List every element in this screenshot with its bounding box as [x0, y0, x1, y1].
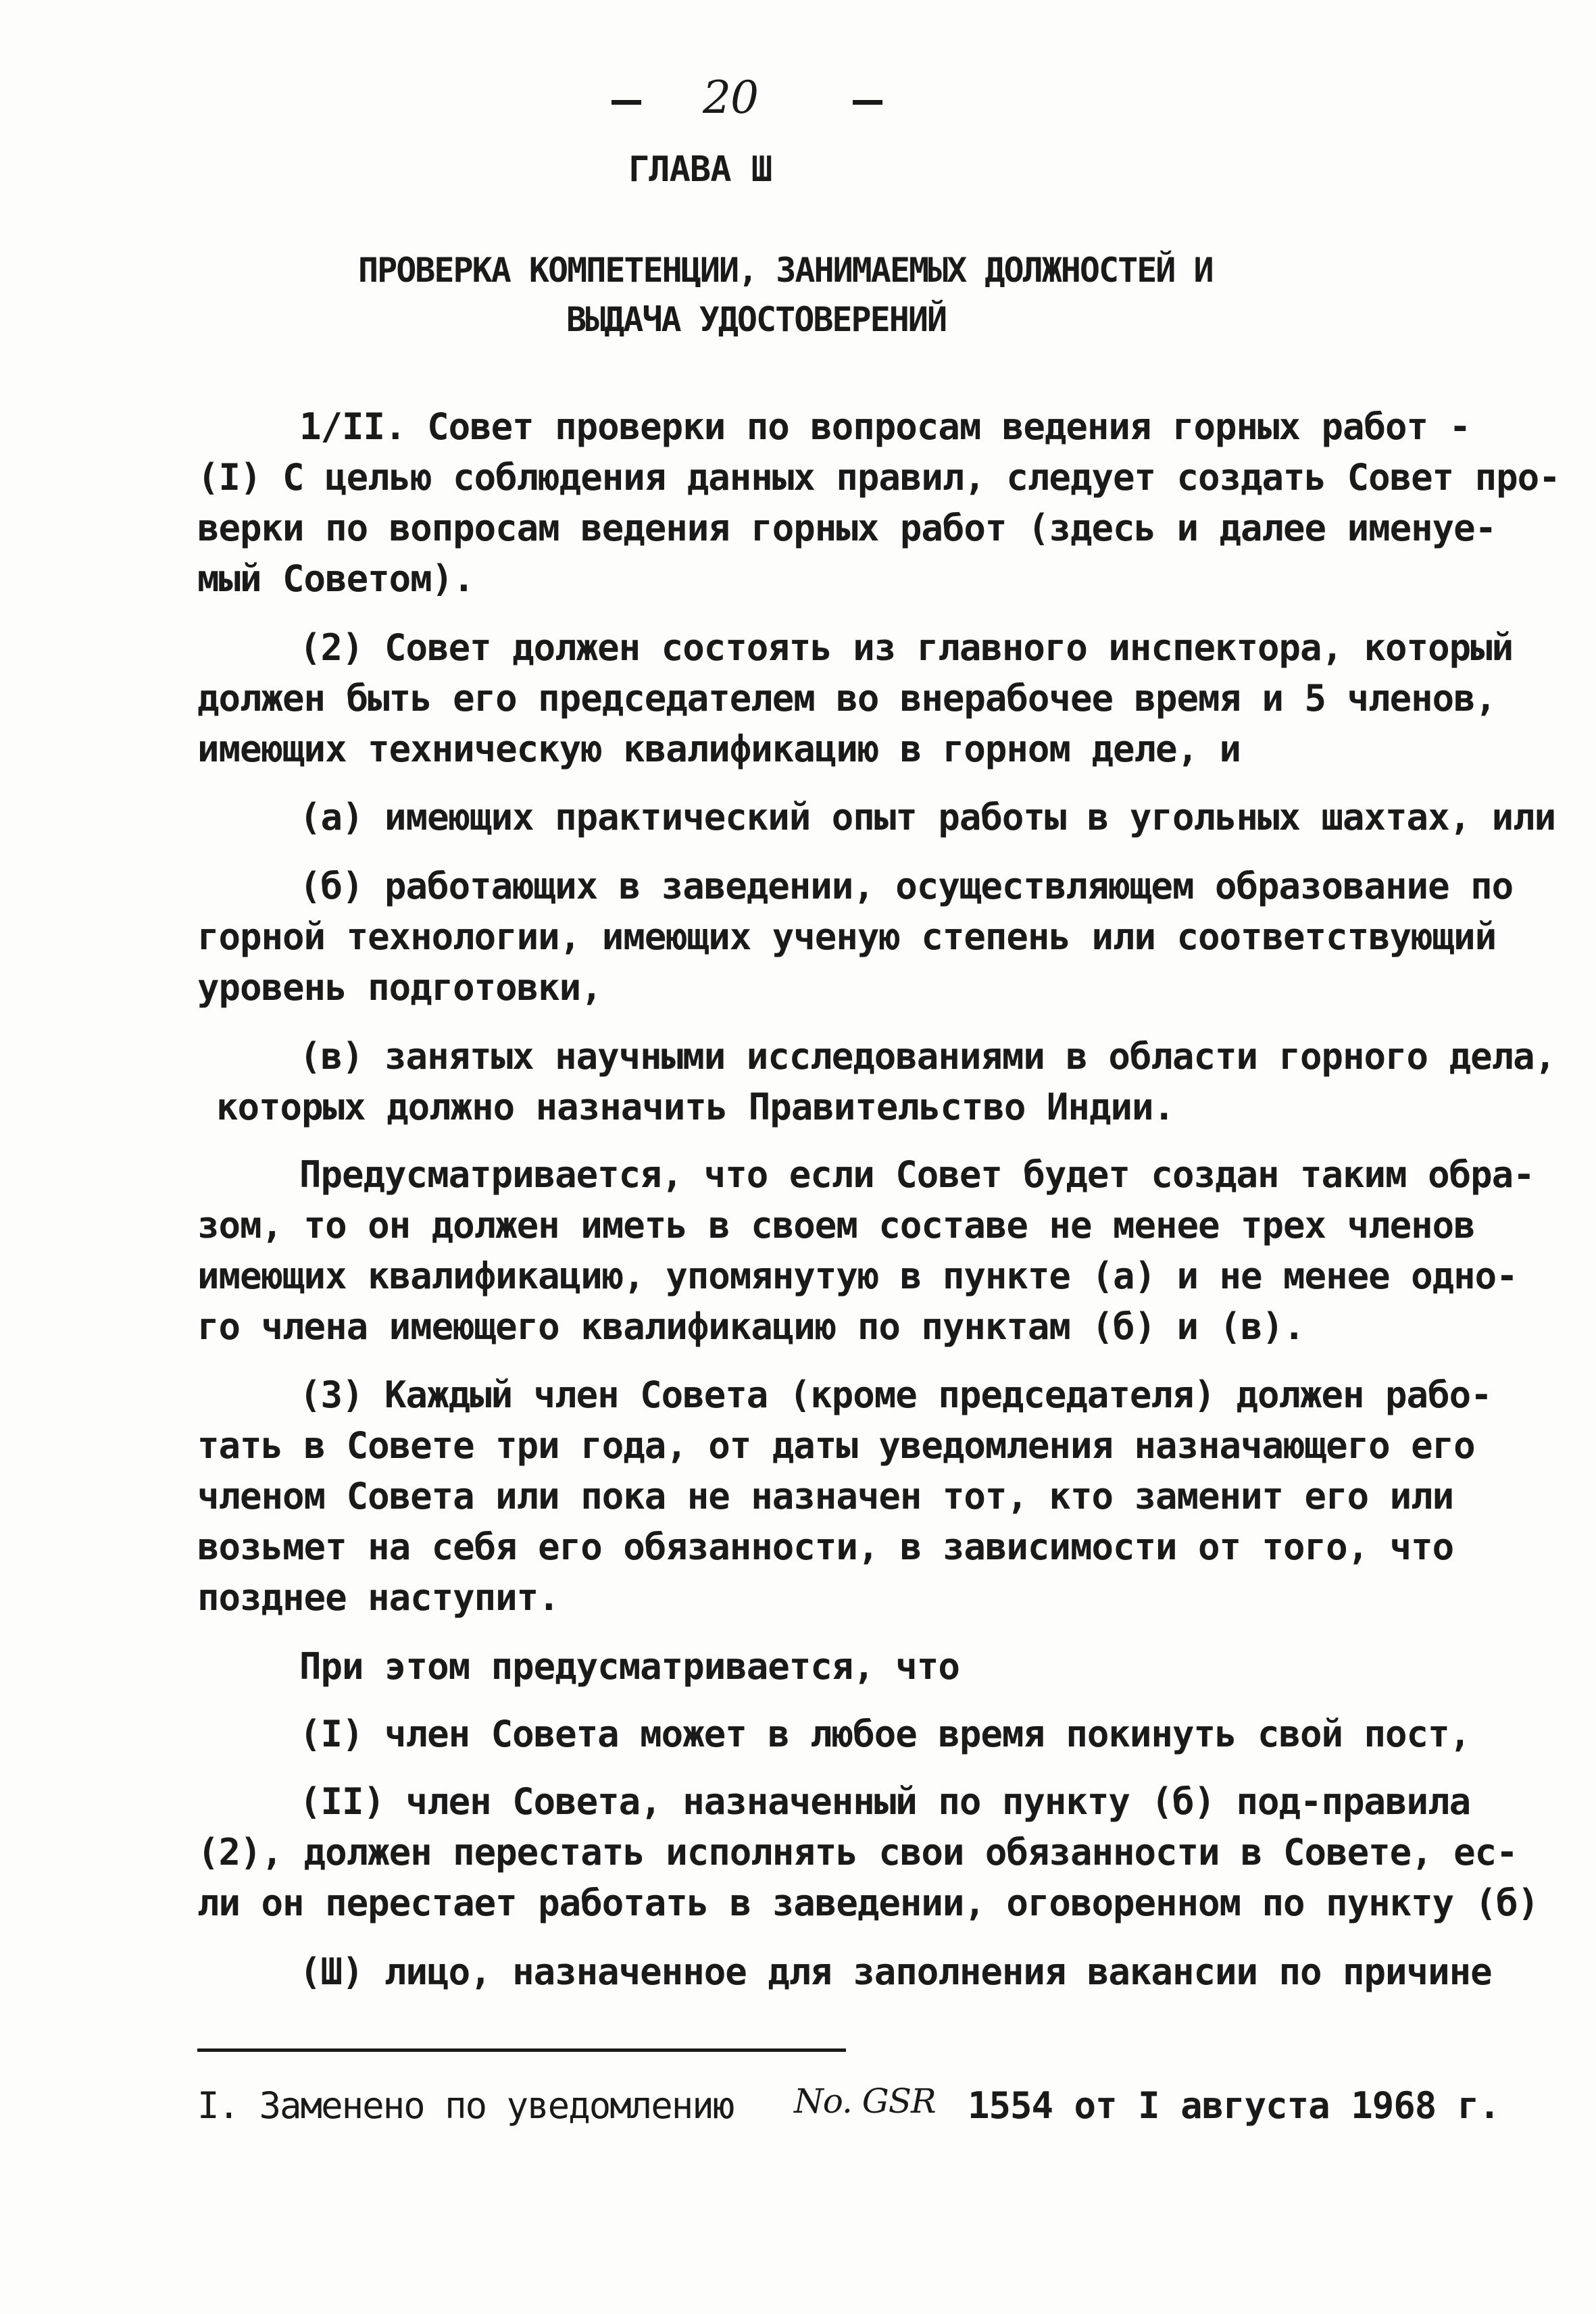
footnote-suffix: 1554 от I августа 1968 г.: [968, 2084, 1500, 2127]
footnote-prefix: I. Заменено по уведомлению: [197, 2084, 734, 2127]
body-line-21: возьмет на себя его обязанности, в зависимости от того, что: [197, 1526, 1454, 1568]
body-line-15: зом, то он должен иметь в своем составе не менее трех членов: [197, 1204, 1475, 1247]
body-line-7: имеющих техническую квалификацию в горном деле, и: [197, 728, 1241, 770]
body-line-11: уровень подготовки,: [197, 966, 602, 1009]
body-line-12: (в) занятых научными исследованиями в области горного дела,: [299, 1035, 1556, 1078]
body-line-20: членом Совета или пока не назначен тот, кто заменит его или: [197, 1475, 1454, 1517]
body-line-5: (2) Совет должен состоять из главного инспектора, который: [299, 626, 1514, 669]
body-line-6: должен быть его председателем во внерабочее время и 5 членов,: [197, 677, 1497, 720]
body-line-9: (б) работающих в заведении, осуществляющем образование по: [299, 865, 1514, 907]
body-line-13: которых должно назначить Правительство Индии.: [216, 1086, 1174, 1128]
chapter-label: ГЛАВА Ш: [628, 149, 772, 190]
body-line-24: (I) член Совета может в любое время покинуть свой пост,: [299, 1713, 1471, 1755]
page-number-dash-right: [853, 100, 882, 105]
body-line-1: 1/II. Совет проверки по вопросам ведения горных работ -: [299, 405, 1471, 448]
body-line-2: (I) С целью соблюдения данных правил, следует создать Совет про-: [197, 456, 1560, 499]
body-line-23: При этом предусматривается, что: [299, 1645, 959, 1688]
section-title-line-1: ПРОВЕРКА КОМПЕТЕНЦИИ, ЗАНИМАЕМЫХ ДОЛЖНОСТЕЙ И: [358, 251, 1213, 290]
body-line-8: (а) имеющих практический опыт работы в угольных шахтах, или: [299, 796, 1556, 838]
body-line-22: позднее наступит.: [197, 1576, 559, 1619]
body-line-16: имеющих квалификацию, упомянутую в пункте (а) и не менее одно-: [197, 1255, 1518, 1297]
body-line-4: мый Советом).: [197, 557, 474, 600]
body-line-26: (2), должен перестать исполнять свои обязанности в Совете, ес-: [197, 1831, 1518, 1873]
body-line-25: (II) член Совета, назначенный по пункту (б) под-правила: [299, 1780, 1471, 1823]
body-line-28: (Ш) лицо, назначенное для заполнения вакансии по причине: [299, 1951, 1492, 1993]
section-title-line-2: ВЫДАЧА УДОСТОВЕРЕНИЙ: [566, 300, 947, 339]
body-line-14: Предусматривается, что если Совет будет создан таким обра-: [299, 1153, 1535, 1196]
footnote-separator: [197, 2048, 846, 2052]
body-line-17: го члена имеющего квалификацию по пунктам (б) и (в).: [197, 1305, 1305, 1348]
body-line-3: верки по вопросам ведения горных работ (здесь и далее именуе-: [197, 507, 1497, 549]
body-line-10: горной технологии, имеющих ученую степень или соответствующий: [197, 915, 1497, 958]
body-line-27: ли он перестает работать в заведении, оговоренном по пункту (б): [197, 1882, 1539, 1924]
page-number-dash-left: [612, 100, 641, 105]
page-number: 20: [703, 72, 758, 124]
footnote-handwritten-ref: No. GSR: [794, 2082, 936, 2121]
body-line-18: (3) Каждый член Совета (кроме председателя) должен рабо-: [299, 1374, 1492, 1416]
body-line-19: тать в Совете три года, от даты уведомления назначающего его: [197, 1424, 1475, 1467]
